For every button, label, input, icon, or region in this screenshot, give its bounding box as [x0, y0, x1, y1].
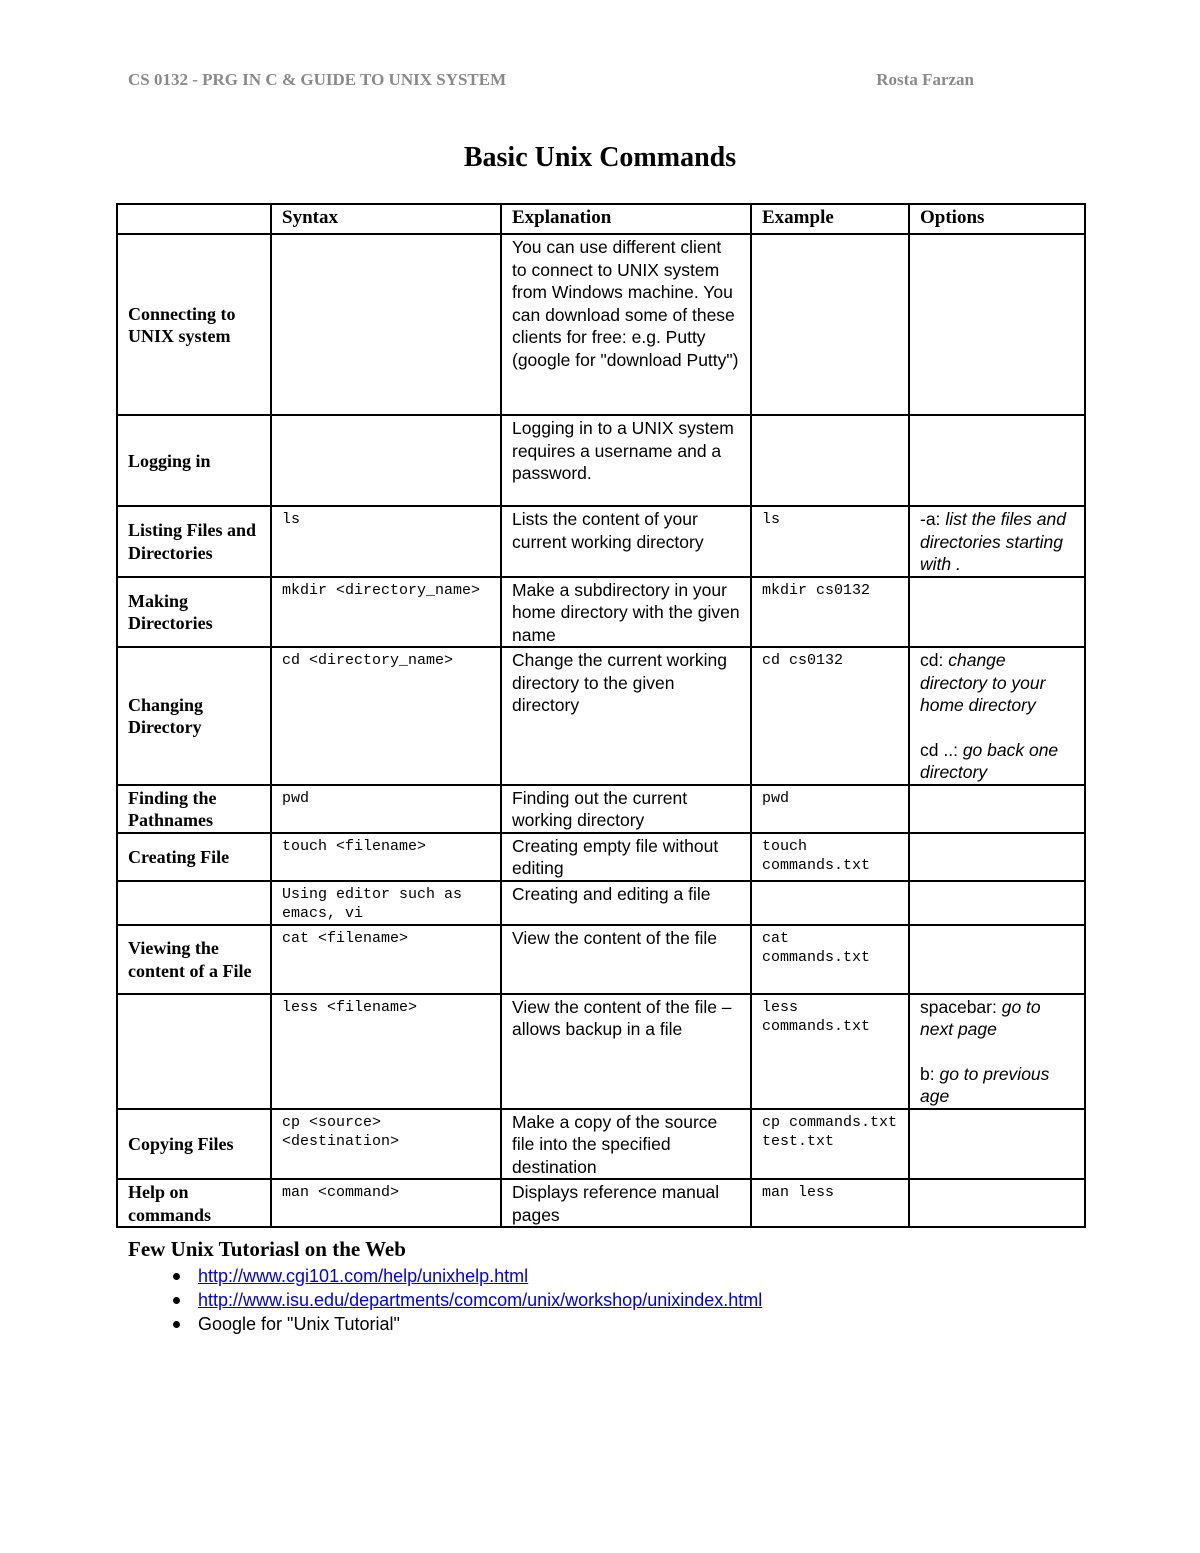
header-options: Options [909, 204, 1085, 234]
document-title: Basic Unix Commands [463, 142, 737, 173]
example-cell [751, 234, 909, 415]
syntax-cell: cp <source> <destination> [271, 1109, 501, 1180]
explanation-cell: Displays reference manual pages [501, 1179, 751, 1227]
example-cell [751, 415, 909, 506]
tutorial-link-isu[interactable]: http://www.isu.edu/departments/comcom/unix/workshop/unixindex.html [198, 1290, 763, 1310]
option-description: list the files and directories starting with . [920, 509, 1066, 574]
table-row [117, 881, 1085, 925]
row-label: Copying Files [117, 1109, 271, 1180]
syntax-cell: mkdir <directory_name> [271, 577, 501, 648]
explanation-cell: Lists the content of your current working directory [501, 506, 751, 577]
example-cell: ls [751, 506, 909, 577]
syntax-cell [271, 234, 501, 415]
option-key: spacebar: [920, 996, 997, 1017]
explanation-cell: Change the current working directory to the given directory [501, 647, 751, 785]
page-header [128, 70, 974, 90]
row-label: Listing Files and Directories [117, 506, 271, 577]
explanation-cell: View the content of the file [501, 925, 751, 994]
explanation-cell: View the content of the file – allows backup in a file [501, 994, 751, 1109]
row-label: Viewing the content of a File [117, 925, 271, 994]
options-cell [909, 1109, 1085, 1180]
row-label: Making Directories [117, 577, 271, 648]
options-cell [909, 785, 1085, 833]
options-cell [909, 506, 1085, 577]
table-row [117, 577, 1085, 648]
explanation-cell: Make a copy of the source file into the specified destination [501, 1109, 751, 1180]
option-key: cd: [920, 650, 944, 670]
table-row [117, 1179, 1085, 1227]
row-label: Help on commands [117, 1179, 271, 1227]
explanation-cell: Creating empty file without editing [501, 833, 751, 881]
options-cell [909, 577, 1085, 648]
options-cell [909, 833, 1085, 881]
table-row [117, 833, 1085, 881]
option-key: b: [920, 1063, 935, 1084]
row-label [117, 994, 271, 1109]
options-cell [909, 994, 1085, 1109]
explanation-cell: Logging in to a UNIX system requires a username and a password. [501, 415, 751, 506]
tutorial-link-cgi101[interactable]: http://www.cgi101.com/help/unixhelp.html [198, 1266, 529, 1286]
explanation-cell: Finding out the current working directory [501, 785, 751, 833]
explanation-cell: Make a subdirectory in your home directory with the given name [501, 577, 751, 648]
option-description: go to previous age [920, 1063, 1050, 1106]
bullet-icon [173, 1297, 180, 1304]
tutorials-heading: Few Unix Tutoriasl on the Web [128, 1237, 406, 1261]
header-example: Example [751, 204, 909, 234]
syntax-cell: man <command> [271, 1179, 501, 1227]
list-item [128, 1288, 762, 1312]
options-cell [909, 234, 1085, 415]
syntax-cell: cd <directory_name> [271, 647, 501, 785]
example-cell: less commands.txt [751, 994, 909, 1109]
example-cell: cd cs0132 [751, 647, 909, 785]
table-row [117, 925, 1085, 994]
header-explanation: Explanation [501, 204, 751, 234]
bullet-icon [173, 1321, 180, 1328]
syntax-cell: Using editor such as emacs, vi [271, 881, 501, 925]
example-cell: pwd [751, 785, 909, 833]
tutorial-google-text: Google for "Unix Tutorial" [198, 1314, 400, 1334]
example-cell [751, 881, 909, 925]
option-description: go to next page [920, 996, 1041, 1039]
explanation-cell: You can use different client to connect to UNIX system from Windows machine. You can download some of these clients for free: e.g. Putty (google for "download Putty") [501, 234, 751, 415]
list-item [128, 1264, 762, 1288]
table-header-row [117, 204, 1085, 234]
syntax-cell: touch <filename> [271, 833, 501, 881]
options-cell [909, 647, 1085, 785]
tutorials-section [128, 1237, 762, 1336]
syntax-cell: cat <filename> [271, 925, 501, 994]
option-description: change directory to your home directory [920, 650, 1046, 715]
example-cell: man less [751, 1179, 909, 1227]
options-cell [909, 881, 1085, 925]
example-cell: cat commands.txt [751, 925, 909, 994]
options-cell [909, 925, 1085, 994]
option-description: go back one directory [920, 739, 1059, 782]
table-row [117, 785, 1085, 833]
bullet-icon [173, 1273, 180, 1280]
example-cell: mkdir cs0132 [751, 577, 909, 648]
example-cell: touch commands.txt [751, 833, 909, 881]
table-row [117, 415, 1085, 506]
row-label: Changing Directory [117, 647, 271, 785]
table-row [117, 994, 1085, 1109]
row-label: Finding the Pathnames [117, 785, 271, 833]
explanation-cell: Creating and editing a file [501, 881, 751, 925]
table-row [117, 647, 1085, 785]
row-label: Logging in [117, 415, 271, 506]
commands-table [116, 203, 1086, 1228]
table-row [117, 1109, 1085, 1180]
list-item [128, 1312, 762, 1336]
row-label: Creating File [117, 833, 271, 881]
table-row [117, 234, 1085, 415]
tutorials-list [128, 1264, 762, 1336]
course-title: CS 0132 - PRG IN C & GUIDE TO UNIX SYSTEM [128, 70, 507, 89]
syntax-cell: pwd [271, 785, 501, 833]
row-label: Connecting to UNIX system [117, 234, 271, 415]
option-key: -a: [920, 509, 941, 529]
options-cell [909, 1179, 1085, 1227]
header-syntax: Syntax [271, 204, 501, 234]
author-name: Rosta Farzan [876, 70, 974, 89]
syntax-cell [271, 415, 501, 506]
header-cell-blank [117, 204, 271, 234]
example-cell: cp commands.txt test.txt [751, 1109, 909, 1180]
row-label [117, 881, 271, 925]
option-key: cd ..: [920, 739, 958, 760]
syntax-cell: ls [271, 506, 501, 577]
syntax-cell: less <filename> [271, 994, 501, 1109]
options-cell [909, 415, 1085, 506]
table-row [117, 506, 1085, 577]
